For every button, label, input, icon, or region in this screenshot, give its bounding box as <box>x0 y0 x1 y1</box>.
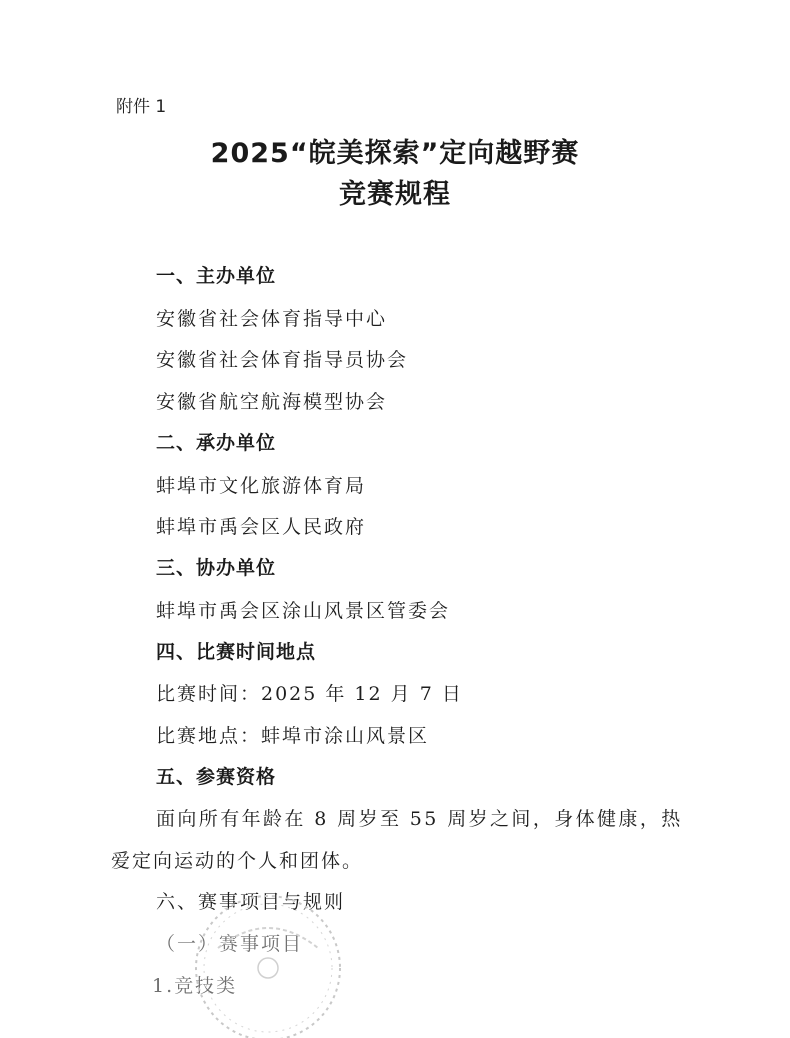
events-subheading: （一）赛事项目 <box>156 933 304 955</box>
section-heading-eligibility: 五、参赛资格 <box>156 766 277 788</box>
document-title: 2025“皖美探索”定向越野赛 <box>210 138 580 169</box>
eligibility-paragraph-line1: 面向所有年龄在 8 周岁至 55 周岁之间，身体健康，热 <box>156 808 683 830</box>
attachment-label: 附件 1 <box>116 97 167 117</box>
section-heading-host: 二、承办单位 <box>156 432 277 454</box>
section-heading-organizer: 一、主办单位 <box>156 265 277 287</box>
competition-place: 比赛地点：蚌埠市涂山风景区 <box>156 725 430 747</box>
competition-time: 比赛时间：2025 年 12 月 7 日 <box>156 683 463 705</box>
section-heading-co-organizer: 三、协办单位 <box>156 557 277 579</box>
events-item-competitive: 1.竞技类 <box>152 975 238 997</box>
section-heading-events: 六、赛事项目与规则 <box>156 891 346 913</box>
organizer-item: 安徽省社会体育指导员协会 <box>156 349 409 371</box>
document-subtitle: 竞赛规程 <box>339 179 451 210</box>
co-organizer-item: 蚌埠市禹会区涂山风景区管委会 <box>156 600 451 622</box>
organizer-item: 安徽省航空航海模型协会 <box>156 391 388 413</box>
section-heading-time-place: 四、比赛时间地点 <box>156 641 317 663</box>
host-item: 蚌埠市文化旅游体育局 <box>156 475 367 497</box>
organizer-item: 安徽省社会体育指导中心 <box>156 308 388 330</box>
eligibility-paragraph-line2: 爱定向运动的个人和团体。 <box>111 850 364 872</box>
host-item: 蚌埠市禹会区人民政府 <box>156 516 367 538</box>
